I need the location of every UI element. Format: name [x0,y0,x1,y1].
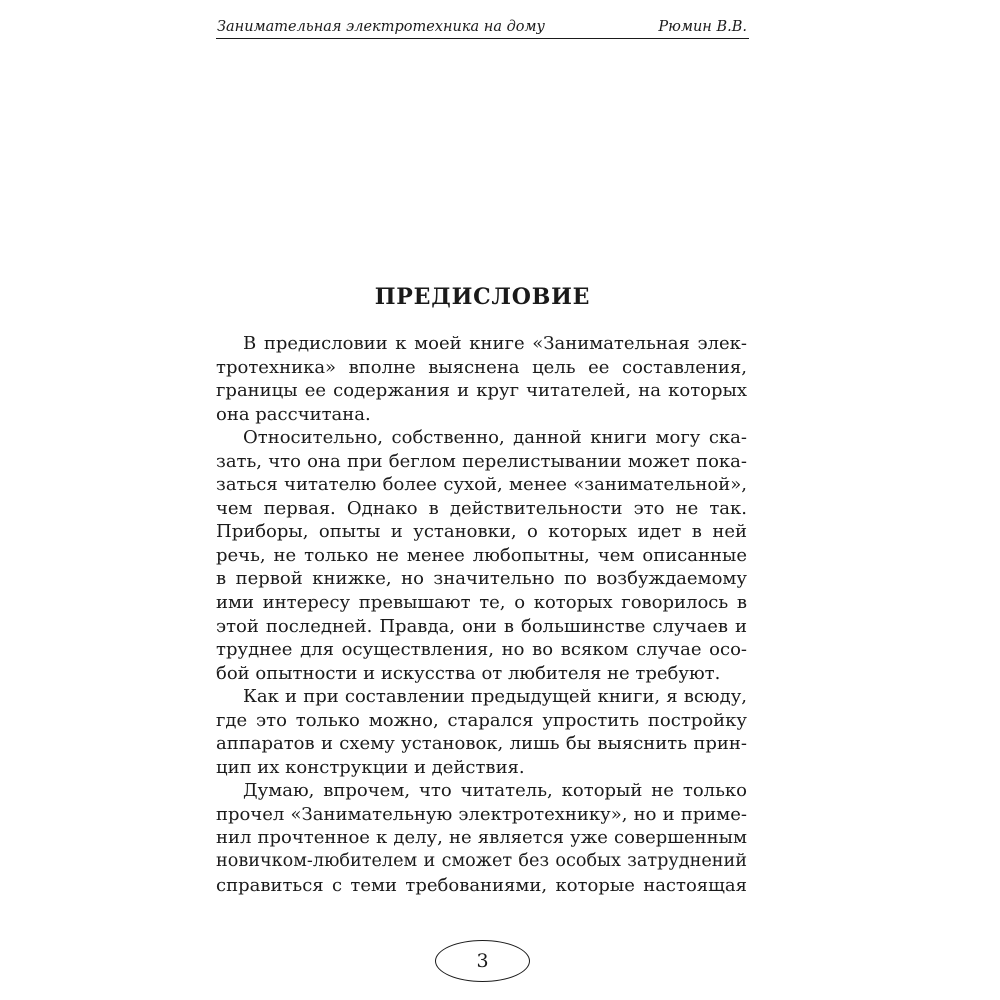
text-line: она рассчитана. [216,403,371,425]
running-header [216,16,749,39]
running-header-book-title: Занимательная электротехника на дому [217,19,545,35]
body-text [216,332,747,897]
text-line: нил прочтенное к делу, не является уже совершенным [216,827,747,849]
page-number: 3 [476,950,489,972]
text-line: заться читателю более сухой, менее «занимательной», [216,474,747,496]
page-number-oval [435,940,530,982]
text-line: зать, что она при беглом перелистывании может пока- [216,450,747,472]
text-line: труднее для осуществления, но во всяком случае осо- [216,639,747,661]
text-line: речь, не только не менее любопытны, чем описанные [216,544,747,566]
text-line: тротехника» вполне выяснена цель ее составления, [216,356,747,378]
text-line: новичком-любителем и сможет без особых затруднений [216,851,747,872]
text-line: ими интересу превышают те, о которых говорилось в [216,592,747,614]
text-line: чем первая. Однако в действительности это не так. [216,497,747,519]
text-line: цип их конструкции и действия. [216,756,525,778]
text-line: Приборы, опыты и установки, о которых идет в ней [216,521,747,543]
text-line: Как и при составлении предыдущей книги, я всюду, [243,686,747,708]
running-header-author: Рюмин В.В. [658,19,747,35]
chapter-title: ПРЕДИСЛОВИЕ [374,284,591,310]
text-line: аппаратов и схему установок, лишь бы выяснить прин- [216,733,747,755]
text-line: В предисловии к моей книге «Занимательная элек- [243,333,747,354]
text-line: справиться с теми требованиями, которые настоящая [216,874,747,896]
text-line: Думаю, впрочем, что читатель, который не только [243,780,747,802]
text-line: границы ее содержания и круг читателей, на которых [216,380,747,402]
text-line: прочел «Занимательную электротехнику», но и приме- [216,803,747,825]
text-line: этой последней. Правда, они в большинстве случаев и [216,615,747,637]
text-line: где это только можно, старался упростить постройку [216,709,747,731]
text-line: бой опытности и искусства от любителя не требуют. [216,662,721,684]
text-line: в первой книжке, но значительно по возбуждаемому [216,568,747,590]
text-line: Относительно, собственно, данной книги могу ска- [243,427,747,449]
